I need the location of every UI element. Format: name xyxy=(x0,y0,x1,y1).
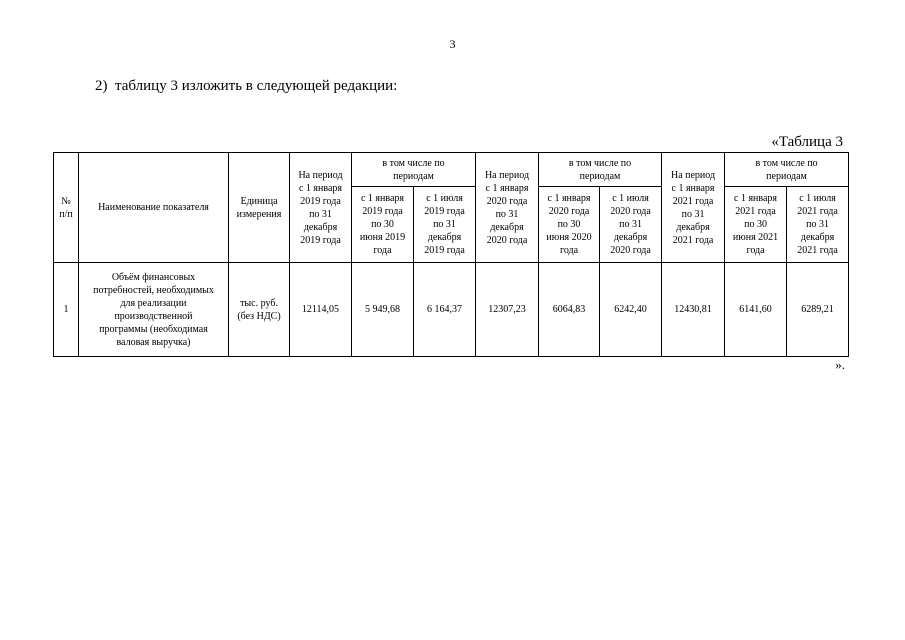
table-row xyxy=(54,263,849,357)
value-2020-first-half: 6064,83 xyxy=(539,263,600,357)
row-num: 1 xyxy=(54,263,79,357)
value-2020-second-half: 6242,40 xyxy=(600,263,662,357)
closing-quote: ». xyxy=(835,357,845,372)
amendment-instruction: 2) таблицу 3 изложить в следующей редакции: xyxy=(95,78,398,94)
header-2019-second-half: с 1 июля 2019 года по 31 декабря 2019 года xyxy=(414,187,476,263)
value-2019-second-half: 6 164,37 xyxy=(414,263,476,357)
header-period-2019-including: в том числе по периодам xyxy=(352,153,476,187)
header-period-2020-including: в том числе по периодам xyxy=(539,153,662,187)
header-indicator-name: Наименование показателя xyxy=(79,153,229,263)
value-2019-first-half: 5 949,68 xyxy=(352,263,414,357)
value-2021-total: 12430,81 xyxy=(662,263,725,357)
header-2020-second-half: с 1 июля 2020 года по 31 декабря 2020 года xyxy=(600,187,662,263)
value-2019-total: 12114,05 xyxy=(290,263,352,357)
page-number: 3 xyxy=(449,37,456,51)
header-num: № п/п xyxy=(54,153,79,263)
header-period-2021-total: На период с 1 января 2021 года по 31 декабря 2021 года xyxy=(662,153,725,263)
row-unit: тыс. руб. (без НДС) xyxy=(229,263,290,357)
header-unit: Единица измерения xyxy=(229,153,290,263)
header-period-2021-including: в том числе по периодам xyxy=(725,153,849,187)
header-period-2019-total: На период с 1 января 2019 года по 31 декабря 2019 года xyxy=(290,153,352,263)
header-period-2020-total: На период с 1 января 2020 года по 31 декабря 2020 года xyxy=(476,153,539,263)
value-2021-first-half: 6141,60 xyxy=(725,263,787,357)
table-3 xyxy=(53,152,849,357)
header-2019-first-half: с 1 января 2019 года по 30 июня 2019 года xyxy=(352,187,414,263)
table-caption: «Таблица 3 xyxy=(771,134,843,150)
header-2020-first-half: с 1 января 2020 года по 30 июня 2020 года xyxy=(539,187,600,263)
value-2020-total: 12307,23 xyxy=(476,263,539,357)
row-indicator-name: Объём финансовых потребностей, необходимых для реализации производственной программы (необходимая валовая выручка) xyxy=(79,263,229,357)
value-2021-second-half: 6289,21 xyxy=(787,263,849,357)
header-2021-first-half: с 1 января 2021 года по 30 июня 2021 года xyxy=(725,187,787,263)
header-row-top xyxy=(54,153,849,187)
header-2021-second-half: с 1 июля 2021 года по 31 декабря 2021 года xyxy=(787,187,849,263)
